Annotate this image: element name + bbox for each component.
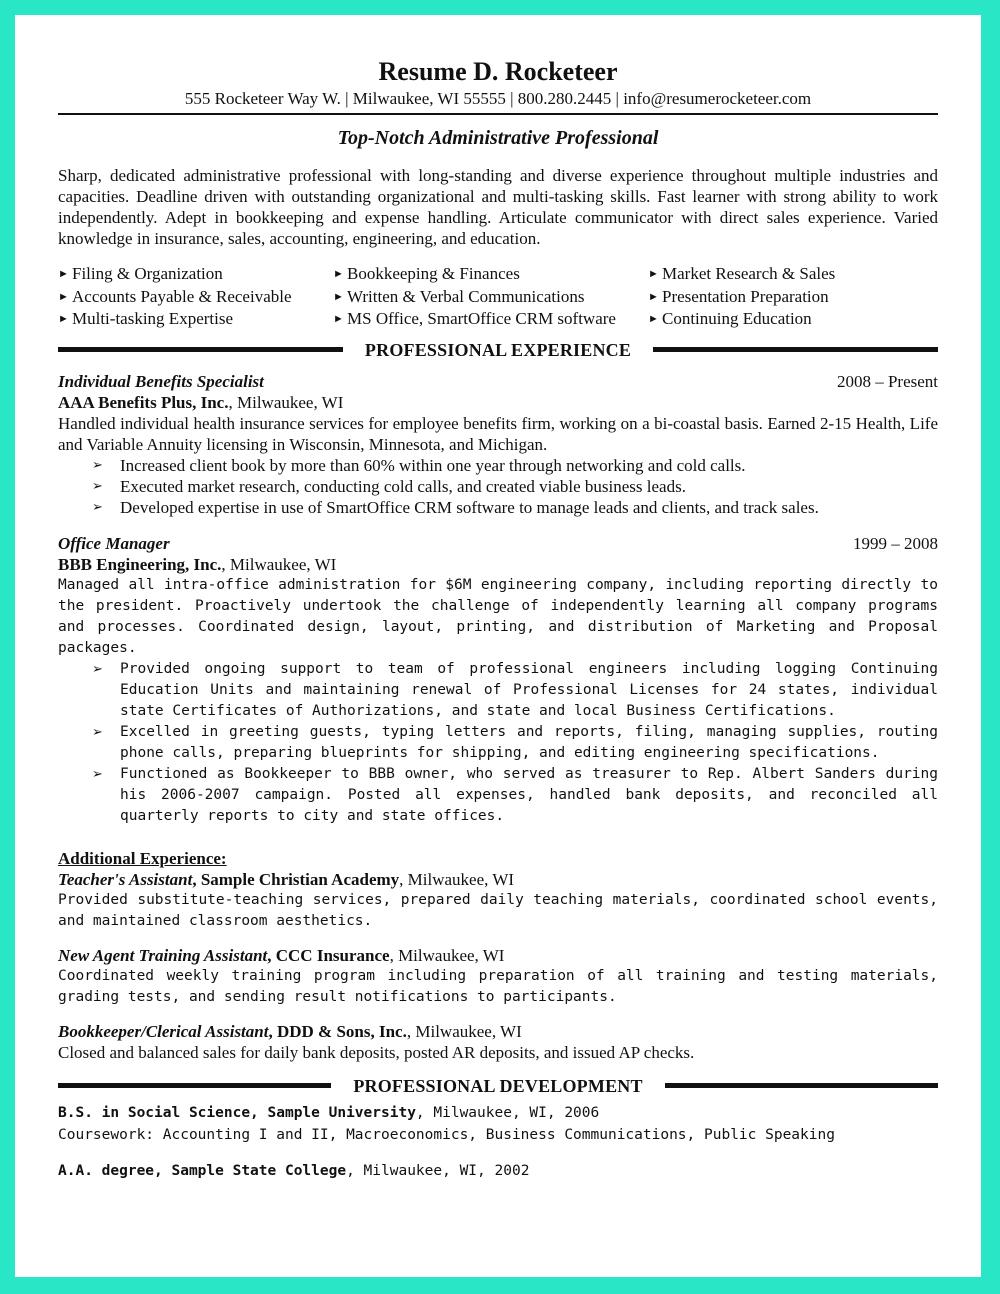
degree-name: B.S. in Social Science, Sample University	[58, 1104, 416, 1121]
job-bullets	[58, 455, 938, 518]
section-rule-right	[665, 1083, 938, 1088]
skill-item: ► Accounts Payable & Receivable	[58, 286, 333, 309]
additional-item-1-line: Teacher's Assistant, Sample Christian Academy, Milwaukee, WI	[58, 869, 515, 889]
additional-location: , Milwaukee, WI	[399, 869, 515, 889]
job-company-line	[58, 554, 938, 575]
additional-item-3-line: Bookkeeper/Clerical Assistant, DDD & Sons, Inc., Milwaukee, WI	[58, 1021, 522, 1041]
education-entry-2	[58, 1160, 938, 1182]
section-rule-left	[58, 347, 343, 352]
experience-heading: PROFESSIONAL EXPERIENCE	[364, 339, 632, 360]
additional-item-2-line: New Agent Training Assistant, CCC Insurance, Milwaukee, WI	[58, 945, 505, 965]
job-dates: 1999 – 2008	[853, 533, 938, 553]
additional-description: Provided substitute-teaching services, prepared daily teaching materials, coordinated school events, and maintained classroom aesthetics.	[58, 891, 938, 929]
education-entry-1	[58, 1102, 938, 1124]
job-company-line	[58, 392, 938, 413]
skill-item: ► Market Research & Sales	[648, 263, 908, 286]
coursework: Coursework: Accounting I and II, Macroeconomics, Business Communications, Public Speaking	[58, 1126, 835, 1143]
company-name: BBB Engineering, Inc.	[58, 554, 222, 574]
degree-location: , Milwaukee, WI, 2002	[346, 1162, 530, 1179]
skills-column-3	[648, 263, 908, 331]
company-location: , Milwaukee, WI	[221, 554, 337, 574]
candidate-name: Resume D. Rocketeer	[378, 57, 618, 86]
skill-item: ► Continuing Education	[648, 308, 908, 331]
development-heading: PROFESSIONAL DEVELOPMENT	[353, 1075, 643, 1096]
job-bullets	[58, 659, 938, 827]
resume-page	[15, 15, 981, 1277]
skill-item: ► MS Office, SmartOffice CRM software	[333, 308, 648, 331]
job-dates: 2008 – Present	[836, 371, 938, 391]
additional-title: Teacher's Assistant	[58, 869, 193, 889]
job-description: Handled individual health insurance services for employee benefits firm, working on a bi-coastal basis. Earned 2-15 Health, Life and Variable Annuity licensing in Wisconsin, Minnesota, and Michigan.	[58, 413, 938, 454]
tagline: Top-Notch Administrative Professional	[337, 127, 659, 149]
additional-company: Sample Christian Academy	[200, 869, 400, 889]
degree-name: A.A. degree, Sample State College	[58, 1162, 347, 1179]
additional-location: , Milwaukee, WI	[389, 945, 505, 965]
additional-title: Bookkeeper/Clerical Assistant	[58, 1021, 269, 1041]
job-bullet: ➢ Functioned as Bookkeeper to BBB owner, who served as treasurer to Rep. Albert Sanders during his 2006-2007 campaign. Posted all expenses, handled bank deposits, and reconciled all quarterly reports to city and state offices.	[92, 764, 938, 827]
job-entry-1	[58, 371, 938, 518]
additional-description: Closed and balanced sales for daily bank deposits, posted AR deposits, and issued AP checks.	[58, 1042, 695, 1062]
contact-line: 555 Rocketeer Way W. | Milwaukee, WI 55555 | 800.280.2445 | info@resumerocketeer.com	[184, 89, 812, 108]
job-entry-2	[58, 533, 938, 827]
section-rule-right	[653, 347, 938, 352]
skills-grid	[58, 263, 938, 331]
skills-column-2	[333, 263, 648, 331]
job-bullet: ➢ Increased client book by more than 60% within one year through networking and cold calls.	[92, 455, 938, 476]
additional-company: DDD & Sons, Inc.	[276, 1021, 407, 1041]
company-location: , Milwaukee, WI	[228, 392, 344, 412]
skills-column-1	[58, 263, 333, 331]
additional-description: Coordinated weekly training program including preparation of all training and testing materials, grading tests, and sending result notifications to participants.	[58, 967, 938, 1005]
skill-item: ► Presentation Preparation	[648, 286, 908, 309]
development-section-header	[58, 1075, 938, 1097]
skill-item: ► Filing & Organization	[58, 263, 333, 286]
company-name: AAA Benefits Plus, Inc.	[58, 392, 229, 412]
skill-item: ► Written & Verbal Communications	[333, 286, 648, 309]
job-bullet: ➢ Developed expertise in use of SmartOffice CRM software to manage leads and clients, and track sales.	[92, 497, 938, 518]
job-bullet: ➢ Provided ongoing support to team of professional engineers including logging Continuing Education Units and maintaining renewal of Professional Licenses for 24 states, individual state Certificates of Authorizations, and state and local Business Certifications.	[92, 659, 938, 722]
additional-company: CCC Insurance	[275, 945, 390, 965]
job-title: Individual Benefits Specialist	[58, 371, 264, 391]
job-description: Managed all intra-office administration for $6M engineering company, including reporting directly to the president. Proactively undertook the challenge of independently learning all company programs and processes. Coordinated design, layout, printing, and distribution of Marketing and Proposal packages.	[58, 576, 938, 656]
job-bullet: ➢ Excelled in greeting guests, typing letters and reports, filing, managing supplies, routing phone calls, preparing blueprints for shipping, and editing engineering specifications.	[92, 722, 938, 764]
additional-heading: Additional Experience:	[58, 848, 227, 868]
job-title: Office Manager	[58, 533, 170, 553]
additional-title: New Agent Training Assistant	[58, 945, 268, 965]
summary-paragraph: Sharp, dedicated administrative professional with long-standing and diverse experience throughout multiple industries and capacities. Deadline driven with outstanding organizational and multi-tasking skills. Fast learner with strong ability to work independently. Adept in bookkeeping and expense handling. Articulate communicator with direct sales experience. Varied knowledge in insurance, sales, accounting, engineering, and education.	[58, 166, 938, 248]
job-bullet: ➢ Executed market research, conducting cold calls, and created viable business leads.	[92, 476, 938, 497]
experience-section-header	[58, 339, 938, 361]
education-list	[58, 1102, 938, 1182]
section-rule-left	[58, 1083, 331, 1088]
degree-location: , Milwaukee, WI, 2006	[415, 1104, 600, 1121]
skill-item: ► Multi-tasking Expertise	[58, 308, 333, 331]
header-rule	[58, 113, 938, 115]
additional-location: , Milwaukee, WI	[406, 1021, 522, 1041]
additional-experience	[58, 848, 938, 1063]
skill-item: ► Bookkeeping & Finances	[333, 263, 648, 286]
